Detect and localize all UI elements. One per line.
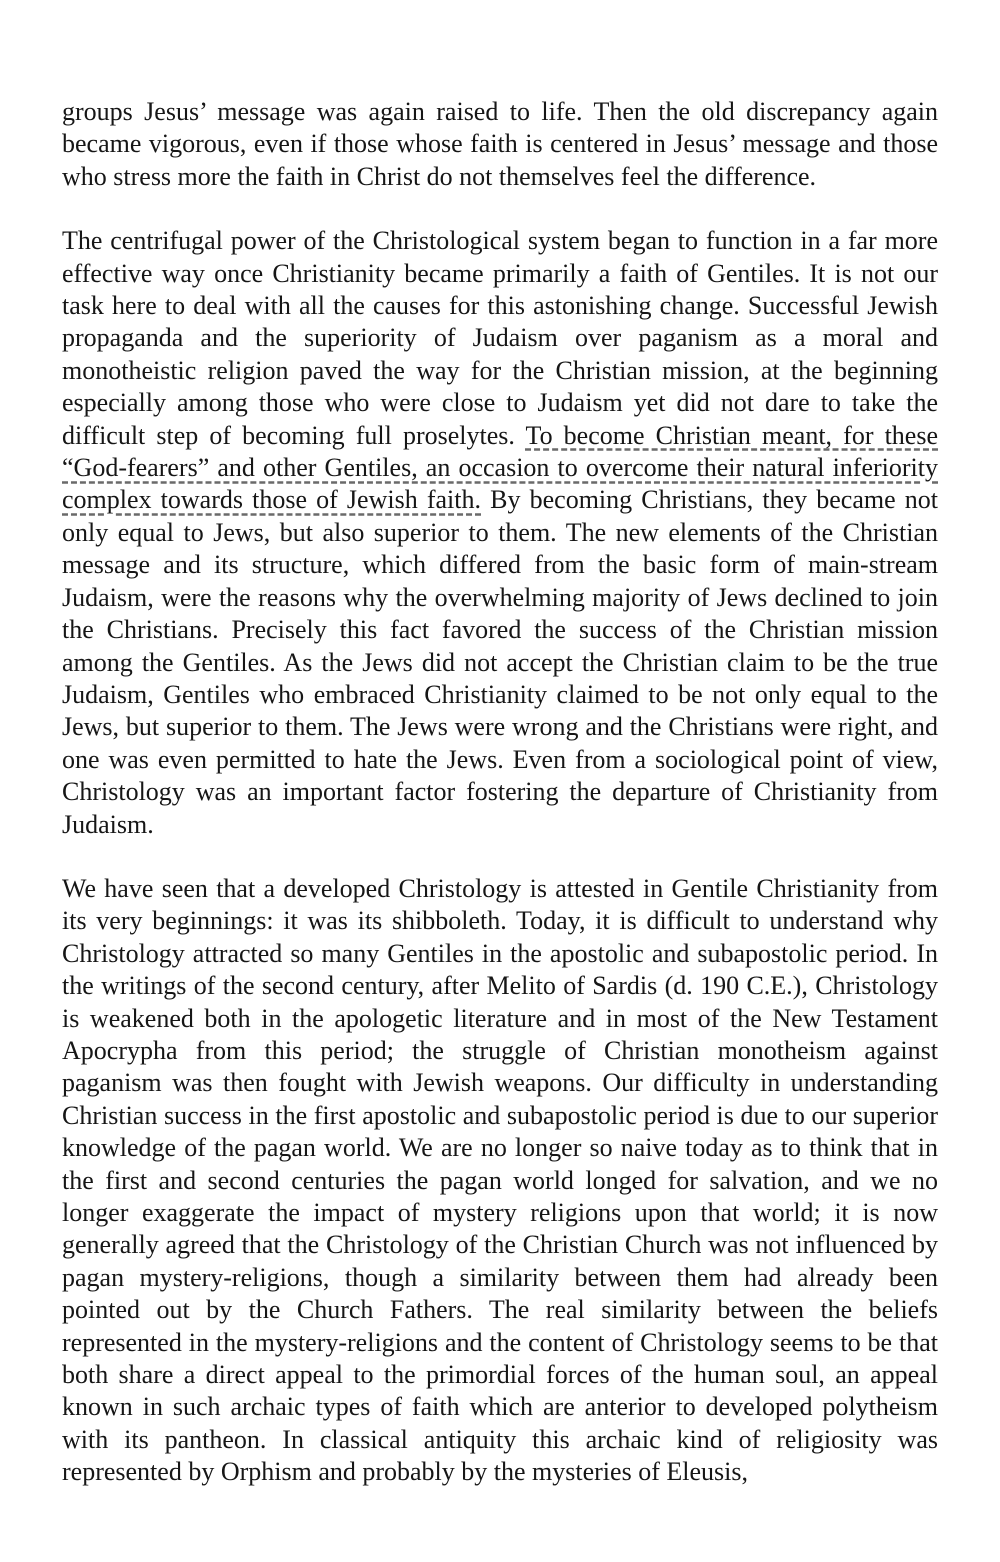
book-page (62, 96, 938, 1489)
paragraph-2-text-before: The centrifugal power of the Christological system began to function in a far more effective way once Christianity became primarily a faith of Gentiles. It is not our task here to deal with all the causes for this astonishing change. Successful Jewish propaganda and the superiority of Judaism over paganism as a moral and monotheistic religion paved the way for the Christian mission, at the beginning especially among those who were close to Judaism yet did not dare to take the difficult step of becoming full proselytes. (62, 226, 938, 450)
paragraph-2 (62, 225, 938, 841)
paragraph-2-text-after: By becoming Christians, they became not only equal to Jews, but also superior to them. The new elements of the Christian message and its structure, which differed from the basic form of main-stream Judaism, were the reasons why the overwhelming majority of Jews declined to join the Christians. Precisely this fact favored the success of the Christian mission among the Gentiles. As the Jews did not accept the Christian claim to be the true Judaism, Gentiles who embraced Christianity claimed to be not only equal to the Jews, but superior to them. The Jews were wrong and the Christians were right, and one was even permitted to hate the Jews. Even from a sociological point of view, Christology was an important factor fostering the departure of Christianity from Judaism. (62, 485, 939, 839)
paragraph-3: We have seen that a developed Christology is attested in Gentile Christianity from its very beginnings: it was its shibboleth. Today, it is difficult to understand why Christology attracted so many Gentiles in the apostolic and subapostolic period. In the writings of the second century, after Melito of Sardis (d. 190 C.E.), Christology is weakened both in the apologetic literature and in most of the New Testament Apocrypha from this period; the struggle of Christian monotheism against paganism was then fought with Jewish weapons. Our difficulty in understanding Christian success in the first apostolic and subapostolic period is due to our superior knowledge of the pagan world. We are no longer so naive today as to think that in the first and second centuries the pagan world longed for salvation, and we no longer exaggerate the impact of mystery religions upon that world; it is now generally agreed that the Christology of the Christian Church was not influenced by pagan mystery-religions, though a similarity between them had already been pointed out by the Church Fathers. The real similarity between the beliefs represented in the mystery-religions and the content of Christology seems to be that both share a direct appeal to the primordial forces of the human soul, an appeal known in such archaic types of faith which are anterior to developed polytheism with its pantheon. In classical antiquity this archaic kind of religiosity was represented by Orphism and probably by the mysteries of Eleusis, (62, 873, 938, 1487)
paragraph-1: groups Jesus’ message was again raised to life. Then the old discrepancy again became vigorous, even if those whose faith is centered in Jesus’ message and those who stress more the faith in Christ do not themselves feel the difference. (62, 97, 938, 191)
underlined-passage: To become Christian meant, for these “God-fearers” and other Gentiles, an occasion to overcome their natural inferiority complex towards those of Jewish faith. (62, 420, 938, 515)
